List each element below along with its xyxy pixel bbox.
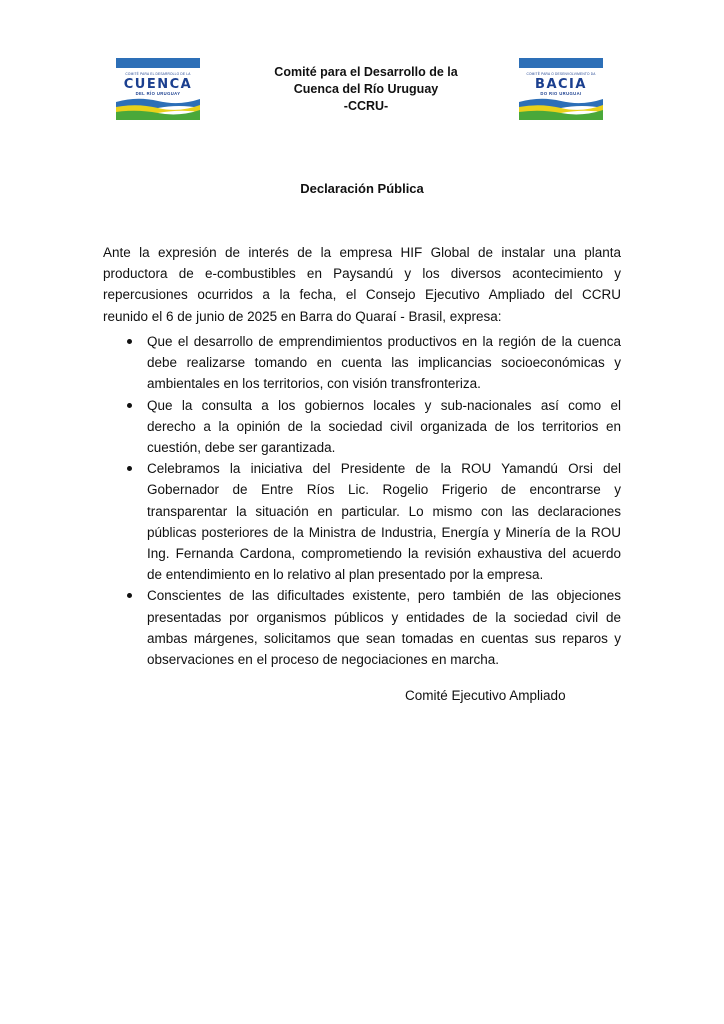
header-line-3: -CCRU- [343, 99, 389, 113]
bullet-icon [127, 466, 132, 471]
logo-word: BACIA [535, 77, 587, 92]
bullet-item [103, 331, 621, 395]
intro-line: repercusiones ocurridos a la fecha, el Consejo Ejecutivo Ampliado del CCRU [103, 287, 621, 303]
document-title: Declaración Pública [300, 181, 424, 196]
header-line-1: Comité para el Desarrollo de la [274, 65, 458, 79]
bullet-line: de entendimiento en lo relativo al plan presentado por la empresa. [147, 567, 544, 583]
intro-line: Ante la expresión de interés de la empresa HIF Global de instalar una planta [103, 245, 621, 260]
logo-top-text: COMITÉ PARA EL DESARROLLO DE LA [125, 72, 191, 76]
bullet-line: Celebramos la iniciativa del Presidente de la ROU Yamandú Orsi del [147, 461, 621, 477]
bullet-line: Conscientes de las dificultades existente, pero también de las objeciones [147, 588, 621, 604]
bullet-item [103, 395, 621, 459]
bullet-line: Que el desarrollo de emprendimientos productivos en la región de la cuenca [147, 334, 621, 349]
bullet-line: presentadas por organismos públicos y entidades de la sociedad civil de [147, 609, 621, 625]
intro-paragraph [103, 242, 621, 327]
logo-subtext: DO RIO URUGUAI [540, 91, 582, 96]
bullet-line: Gobernador de Entre Ríos Lic. Rogelio Frigerio de encontrarse y [147, 482, 621, 498]
bullet-line: debe realizarse tomando en cuenta las implicancias socioeconómicas y [147, 355, 621, 371]
bullet-icon [127, 403, 132, 408]
bullet-line: Ing. Fernanda Cardona, comprometiendo la revisión exhaustiva del acuerdo [147, 546, 621, 562]
bullet-line: ambas márgenes, solicitamos que sean tomadas en cuentas sus reparos y [147, 630, 621, 646]
bullet-line: observaciones en el proceso de negociaciones en marcha. [147, 652, 499, 668]
bullet-line: públicas posteriores de la Ministra de Industria, Energía y Minería de la ROU [147, 524, 621, 540]
intro-line: productora de e-combustibles en Paysandú y los diversos acontecimiento y [103, 266, 621, 282]
bullet-icon [127, 593, 132, 598]
bullet-line: cuestión, debe ser garantizada. [147, 440, 336, 456]
logo-top-text: COMITÊ PARA O DESENVOLVIMENTO DA [526, 72, 596, 76]
signature-line: Comité Ejecutivo Ampliado [405, 688, 566, 703]
header-line-2: Cuenca del Río Uruguay [293, 82, 439, 96]
organization-header [228, 64, 504, 115]
bullet-line: transparentar la situación en particular. Lo mismo con las declaraciones [147, 503, 621, 519]
logo-word: CUENCA [123, 77, 193, 92]
logo-subtext: DEL RÍO URUGUAY [135, 91, 181, 96]
intro-line: reunido el 6 de junio de 2025 en Barra do Quaraí - Brasil, expresa: [103, 308, 502, 324]
declaration-bullet-list [103, 331, 621, 670]
bullet-item [103, 458, 621, 585]
bullet-line: Que la consulta a los gobiernos locales y sub-nacionales así como el [147, 397, 621, 413]
bacia-logo [519, 58, 603, 120]
bullet-line: derecho a la opinión de la sociedad civil organizada de los territorios en [147, 418, 621, 434]
bullet-icon [127, 339, 132, 344]
bullet-item [103, 585, 621, 670]
bullet-line: ambientales en los territorios, con visión transfronteriza. [147, 376, 481, 392]
cuenca-logo [116, 58, 200, 120]
